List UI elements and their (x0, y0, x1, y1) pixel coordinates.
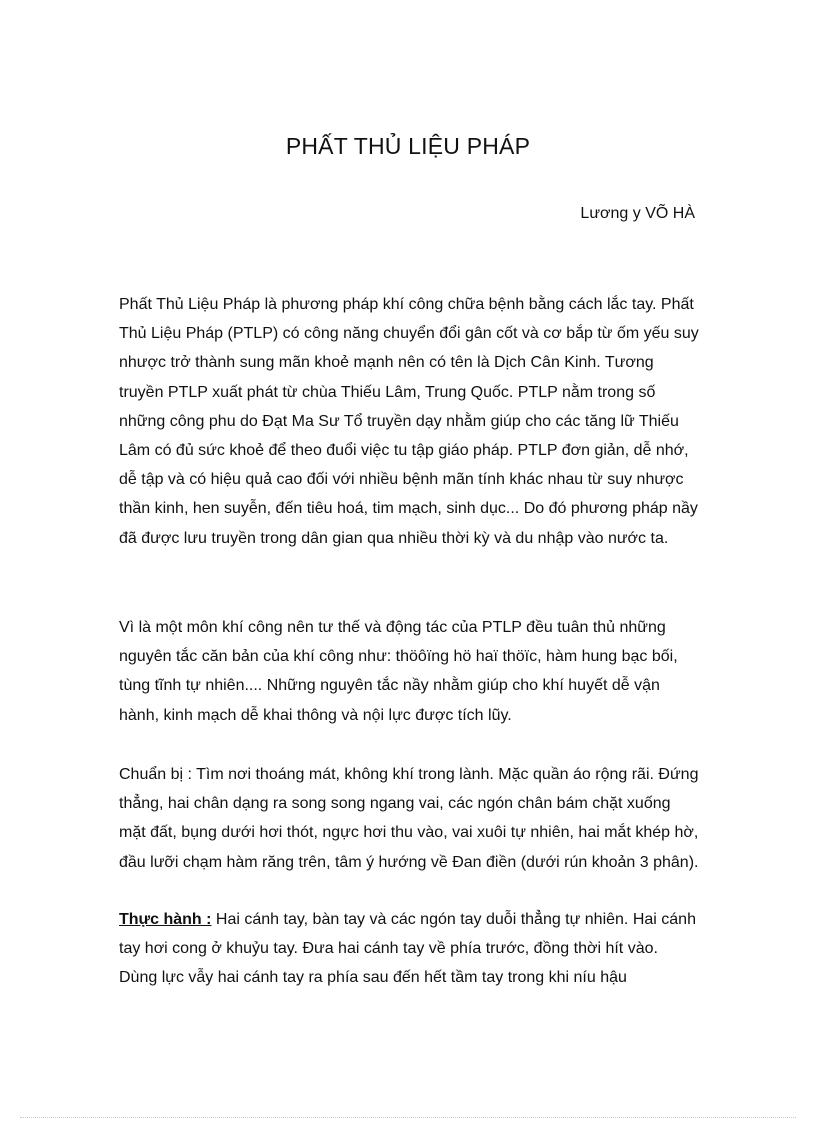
paragraph-practice (119, 905, 699, 993)
practice-text: Hai cánh tay, bàn tay và các ngón tay duỗi thẳng tự nhiên. Hai cánh tay hơi cong ở khuỷu tay. Đưa hai cánh tay về phía trước, đồng thời hít vào. Dùng lực vẫy hai cánh tay ra phía sau đến hết tầm tay trong khi níu hậu (119, 911, 696, 987)
document-title: PHẤT THỦ LIỆU PHÁP (285, 133, 531, 159)
paragraph-preparation: Chuẩn bị : Tìm nơi thoáng mát, không khí trong lành. Mặc quần áo rộng rãi. Đứng thẳng, hai chân dạng ra song song ngang vai, các ngón chân bám chặt xuống mặt đất, bụng dưới hơi thót, ngực hơi thu vào, vai xuôi tự nhiên, hai mắt khép hờ, đầu lưỡi chạm hàm răng trên, tâm ý hướng về Đan điền (dưới rún khoản 3 phân). (119, 766, 699, 871)
practice-label: Thực hành : (119, 911, 212, 928)
document-author: Lương y VÕ HÀ (580, 205, 695, 222)
paragraph-intro: Phất Thủ Liệu Pháp là phương pháp khí công chữa bệnh bằng cách lắc tay. Phất Thủ Liệu Pháp (PTLP) có công năng chuyển đổi gân cốt và cơ bắp từ ốm yếu suy nhược trở thành sung mãn khoẻ mạnh nên có tên là Dịch Cân Kinh. Tương truyền PTLP xuất phát từ chùa Thiếu Lâm, Trung Quốc. PTLP nằm trong số những công phu do Đạt Ma Sư Tổ truyền dạy nhằm giúp cho các tăng lữ Thiếu Lâm có đủ sức khoẻ để theo đuổi việc tu tập giáo pháp. PTLP đơn giản, dễ nhớ, dễ tập và có hiệu quả cao đối với nhiều bệnh mãn tính khác nhau từ suy nhược thần kinh, hen suyễn, đến tiêu hoá, tim mạch, sinh dục... Do đó phương pháp nầy đã được lưu truyền trong dân gian qua nhiều thời kỳ và du nhập vào nước ta. (119, 296, 699, 547)
paragraph-principles: Vì là một môn khí công nên tư thế và động tác của PTLP đều tuân thủ những nguyên tắc căn bản của khí công như: thöôïng hö haï thöïc, hàm hung bạc bối, tùng tĩnh tự nhiên.... Những nguyên tắc nầy nhằm giúp cho khí huyết dễ vận hành, kinh mạch dễ khai thông và nội lực được tích lũy. (119, 619, 678, 724)
page-bottom-border (20, 1117, 796, 1118)
